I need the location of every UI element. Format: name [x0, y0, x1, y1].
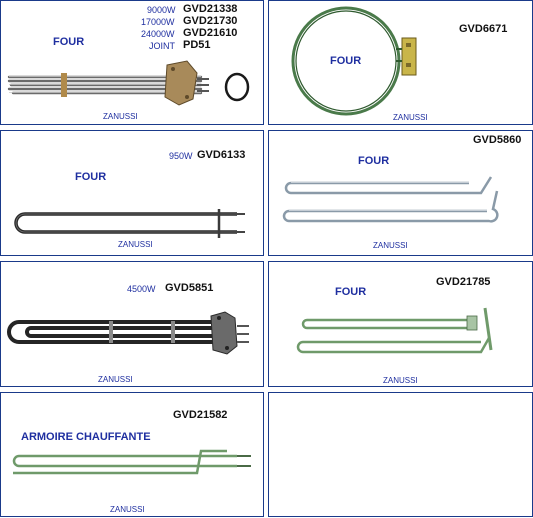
product-cell-gvd21785[interactable] — [268, 261, 533, 387]
category-label: FOUR — [358, 155, 390, 167]
wattage-label: 4500W — [127, 284, 156, 294]
product-code: GVD21610 — [183, 27, 238, 39]
heating-element-image — [269, 262, 533, 388]
product-code: GVD21582 — [173, 409, 228, 421]
brand-label: ZANUSSI — [373, 241, 408, 250]
heating-element-image — [1, 262, 265, 388]
product-cell-gvd5860[interactable] — [268, 130, 533, 256]
product-code: GVD21785 — [436, 276, 491, 288]
wattage-label: 950W — [169, 151, 193, 161]
brand-label: ZANUSSI — [103, 112, 138, 121]
brand-label: ZANUSSI — [393, 113, 428, 122]
brand-label: ZANUSSI — [383, 376, 418, 385]
product-cell-gvd21582[interactable] — [0, 392, 264, 517]
brand-label: ZANUSSI — [98, 375, 133, 384]
category-label: FOUR — [330, 55, 362, 67]
heating-element-image — [269, 1, 533, 126]
product-cell-gvd6671[interactable] — [268, 0, 533, 125]
category-label: FOUR — [53, 36, 85, 48]
product-cell-gvd5851[interactable] — [0, 261, 264, 387]
heating-element-image — [269, 131, 533, 257]
category-label: ARMOIRE CHAUFFANTE — [21, 431, 151, 443]
product-cell-gvd6133[interactable] — [0, 130, 264, 256]
product-code: GVD5860 — [473, 134, 522, 146]
wattage-label: 9000W — [147, 5, 176, 15]
product-code: PD51 — [183, 39, 211, 51]
wattage-label: JOINT — [149, 41, 175, 51]
heating-element-image — [1, 393, 265, 518]
wattage-label: 24000W — [141, 29, 175, 39]
product-cell-gvd21338[interactable] — [0, 0, 264, 125]
brand-label: ZANUSSI — [118, 240, 153, 249]
product-code: GVD21338 — [183, 3, 238, 15]
product-code: GVD6671 — [459, 23, 508, 35]
brand-label: ZANUSSI — [110, 505, 145, 514]
product-code: GVD5851 — [165, 282, 214, 294]
product-code: GVD6133 — [197, 149, 246, 161]
heating-element-image — [1, 1, 265, 126]
category-label: FOUR — [75, 171, 107, 183]
empty-cell — [268, 392, 533, 517]
product-code: GVD21730 — [183, 15, 238, 27]
heating-element-image — [1, 131, 265, 257]
wattage-label: 17000W — [141, 17, 175, 27]
category-label: FOUR — [335, 286, 367, 298]
